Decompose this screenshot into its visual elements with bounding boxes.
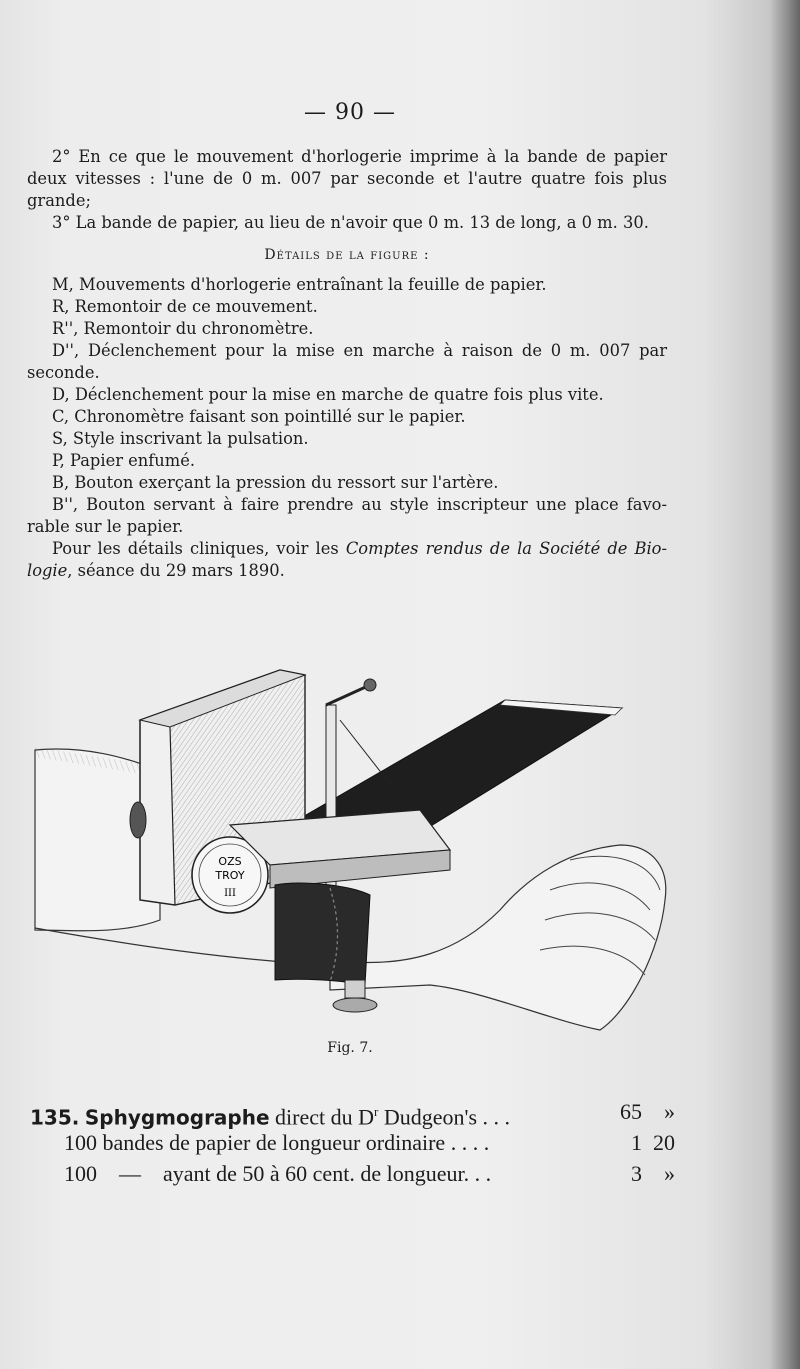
product-desc: direct du D	[269, 1104, 375, 1130]
intro-line-1: 2° En ce que le mouvement d'horlogerie imprime à la bande de papier	[52, 147, 667, 166]
clinical-reference-line-2	[27, 560, 667, 582]
dial-text: OZS	[218, 855, 242, 868]
legend-item: S, Style inscrivant la pulsation.	[52, 429, 309, 448]
price-centimes: »	[664, 1099, 675, 1124]
legend-item-continuation: seconde.	[27, 363, 100, 382]
product-desc-2: Dudgeon's . . .	[378, 1104, 511, 1130]
product-desc: 100 bandes de papier de longueur ordinaire . . . .	[64, 1130, 490, 1155]
price-francs: 1	[631, 1130, 642, 1155]
winding-knob-icon	[130, 802, 146, 838]
clinical-reference-line-1	[27, 538, 667, 560]
superscript: r	[374, 1104, 379, 1119]
price-row	[30, 1127, 690, 1158]
details-heading: Détails de la figure :	[264, 247, 430, 263]
dial-text: TROY	[215, 869, 245, 882]
price-francs: 3	[631, 1161, 642, 1186]
legend-item: B, Bouton exerçant la pression du ressort sur l'artère.	[52, 473, 499, 492]
dial-text: III	[224, 888, 236, 899]
intro-paragraphs	[27, 146, 667, 582]
legend-item: M, Mouvements d'horlogerie entraînant la feuille de papier.	[52, 275, 547, 294]
price-row	[30, 1158, 690, 1189]
price-centimes: 20	[653, 1130, 675, 1155]
product-name: Sphygmographe	[84, 1105, 270, 1130]
legend-item: D, Déclenchement pour la mise en marche de quatre fois plus vite.	[52, 385, 604, 404]
price-francs: 65	[620, 1099, 642, 1124]
page-edge-shadow	[770, 0, 800, 1369]
price-list	[30, 1096, 690, 1189]
price-row	[30, 1096, 690, 1130]
wrist-strap-icon	[275, 883, 370, 985]
page-number: — 90 —	[304, 100, 396, 125]
product-desc: 100 — ayant de 50 à 60 cent. de longueur. . .	[64, 1161, 492, 1186]
legend-item: C, Chronomètre faisant son pointillé sur le papier.	[52, 407, 466, 426]
intro-line-4: 3° La bande de papier, au lieu de n'avoir que 0 m. 13 de long, a 0 m. 30.	[52, 213, 649, 232]
clinical-prefix: Pour les détails cliniques, voir les	[52, 539, 346, 558]
screw-knob-icon	[333, 998, 377, 1012]
price-centimes: »	[664, 1161, 675, 1186]
legend-list	[27, 274, 667, 538]
legend-item: R'', Remontoir du chronomètre.	[52, 319, 314, 338]
clinical-journal-title-end: logie	[27, 561, 68, 580]
legend-item: B'', Bouton servant à faire prendre au style inscripteur une place favo-	[52, 495, 667, 514]
clinical-session: , séance du 29 mars 1890.	[67, 561, 285, 580]
sphygmograph-figure	[30, 660, 675, 1040]
legend-item: P, Papier enfumé.	[52, 451, 196, 470]
legend-item: D'', Déclenchement pour la mise en marche à raison de 0 m. 007 par	[52, 341, 667, 360]
intro-line-2: deux vitesses : l'une de 0 m. 007 par seconde et l'autre quatre fois plus	[27, 169, 667, 188]
clinical-journal-title: Comptes rendus de la Société de Bio-	[345, 539, 667, 558]
catalog-number: 135.	[30, 1105, 80, 1130]
intro-line-3: grande;	[27, 191, 91, 210]
legend-item-continuation: rable sur le papier.	[27, 517, 184, 536]
legend-item: R, Remontoir de ce mouvement.	[52, 297, 318, 316]
figure-caption: Fig. 7.	[327, 1040, 373, 1056]
